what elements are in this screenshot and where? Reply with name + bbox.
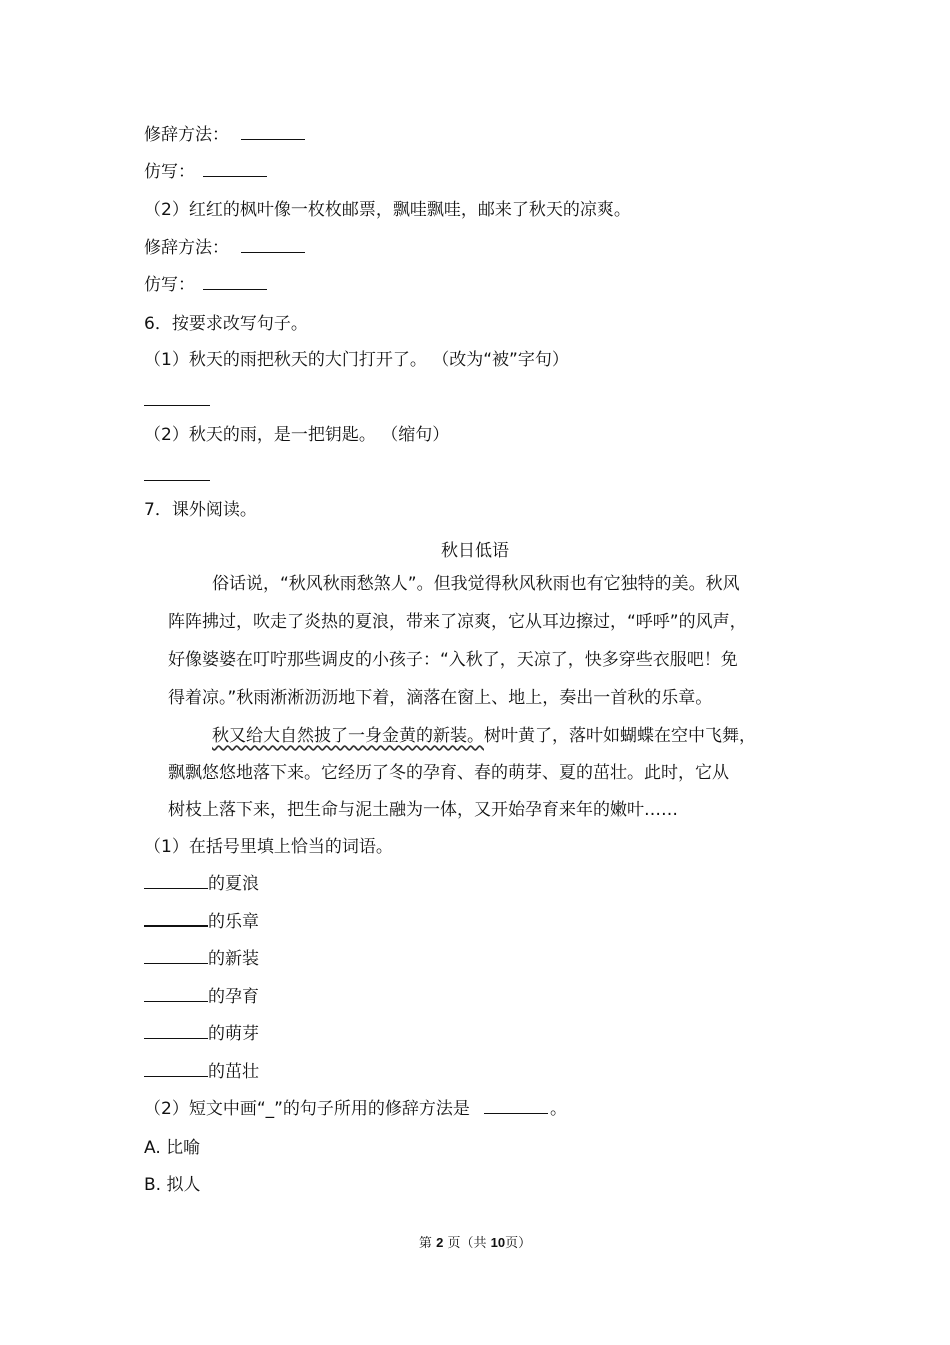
fill-row — [144, 1061, 259, 1083]
fill-word: 的夏浪 — [208, 874, 259, 894]
answer-blank[interactable] — [203, 175, 267, 177]
passage-line: 阵阵拂过，吹走了炎热的夏浪，带来了凉爽，它从耳边擦过，“呼呼”的风声， — [168, 612, 747, 632]
fill-row — [144, 948, 259, 970]
sub2-end: 。 — [549, 1099, 567, 1119]
rhetoric-label: 修辞方法： — [144, 125, 229, 145]
sub2-prefix: （2）短文中画“ — [144, 1099, 266, 1119]
q7-title: 7．课外阅读。 — [144, 500, 257, 520]
imitate-label: 仿写： — [144, 275, 195, 295]
q6-item-1: （1）秋天的雨把秋天的大门打开了。 （改为“被”字句） — [144, 350, 569, 370]
imitate-label: 仿写： — [144, 162, 195, 182]
fill-row — [144, 873, 259, 895]
answer-blank[interactable] — [203, 288, 267, 290]
answer-blank[interactable] — [241, 138, 305, 140]
fill-word: 的孕育 — [208, 987, 259, 1007]
page-footer — [0, 1232, 950, 1251]
page-number: 2 — [436, 1235, 444, 1250]
answer-line[interactable] — [144, 405, 210, 406]
passage-line: 俗话说，“秋风秋雨愁煞人”。但我觉得秋风秋雨也有它独特的美。秋风 — [212, 574, 740, 594]
passage-title: 秋日低语 — [441, 541, 509, 561]
rhetoric-label: 修辞方法： — [144, 238, 229, 258]
q7-sub2 — [144, 1098, 567, 1120]
footer-text: 页（共 — [447, 1236, 487, 1251]
passage-line: 树枝上落下来，把生命与泥土融为一体，又开始孕育来年的嫩叶…… — [168, 800, 678, 820]
fill-word: 的茁壮 — [208, 1062, 259, 1082]
passage-line: 好像婆婆在叮咛那些调皮的小孩子：“入秋了，天凉了，快多穿些衣服吧！免 — [168, 650, 738, 670]
total-pages: 10 — [490, 1235, 506, 1250]
wavy-mark: _ — [265, 1099, 275, 1119]
option-b[interactable]: B. 拟人 — [144, 1175, 201, 1195]
fill-row — [144, 1023, 259, 1045]
fill-word: 的乐章 — [208, 912, 259, 932]
passage-line: 飘飘悠悠地落下来。它经历了冬的孕育、春的萌芽、夏的茁壮。此时，它从 — [168, 763, 729, 783]
fill-row — [144, 986, 259, 1008]
answer-blank[interactable] — [144, 887, 208, 889]
q6-title: 6．按要求改写句子。 — [144, 314, 308, 334]
passage-line: 得着凉。”秋雨淅淅沥沥地下着，滴落在窗上、地上，奏出一首秋的乐章。 — [168, 688, 713, 708]
answer-blank[interactable] — [484, 1112, 548, 1114]
footer-text: 页） — [505, 1236, 532, 1251]
imitate-row-2 — [144, 274, 269, 296]
fill-row — [144, 911, 259, 933]
answer-blank[interactable] — [144, 1000, 208, 1002]
footer-text: 第 — [418, 1236, 432, 1251]
imitate-row-1 — [144, 161, 269, 183]
option-a[interactable]: A. 比喻 — [144, 1138, 201, 1158]
q6-item-2: （2）秋天的雨，是一把钥匙。 （缩句） — [144, 425, 450, 445]
passage-text: 树叶黄了，落叶如蝴蝶在空中飞舞， — [484, 726, 756, 746]
q5-sentence-2: （2）红红的枫叶像一枚枚邮票，飘哇飘哇，邮来了秋天的凉爽。 — [144, 200, 631, 220]
underlined-sentence: 秋又给大自然披了一身金黄的新装。 — [212, 726, 484, 746]
answer-blank[interactable] — [144, 924, 208, 927]
rhetoric-row-1 — [144, 124, 307, 146]
fill-word: 的新装 — [208, 949, 259, 969]
answer-blank[interactable] — [144, 1037, 208, 1039]
answer-line[interactable] — [144, 480, 210, 481]
q7-sub1: （1）在括号里填上恰当的词语。 — [144, 837, 393, 857]
passage-line — [212, 725, 756, 747]
rhetoric-row-2 — [144, 237, 307, 259]
answer-blank[interactable] — [144, 962, 208, 964]
answer-blank[interactable] — [144, 1075, 208, 1077]
sub2-suffix: ”的句子所用的修辞方法是 — [274, 1099, 470, 1119]
fill-word: 的萌芽 — [208, 1024, 259, 1044]
answer-blank[interactable] — [241, 251, 305, 253]
